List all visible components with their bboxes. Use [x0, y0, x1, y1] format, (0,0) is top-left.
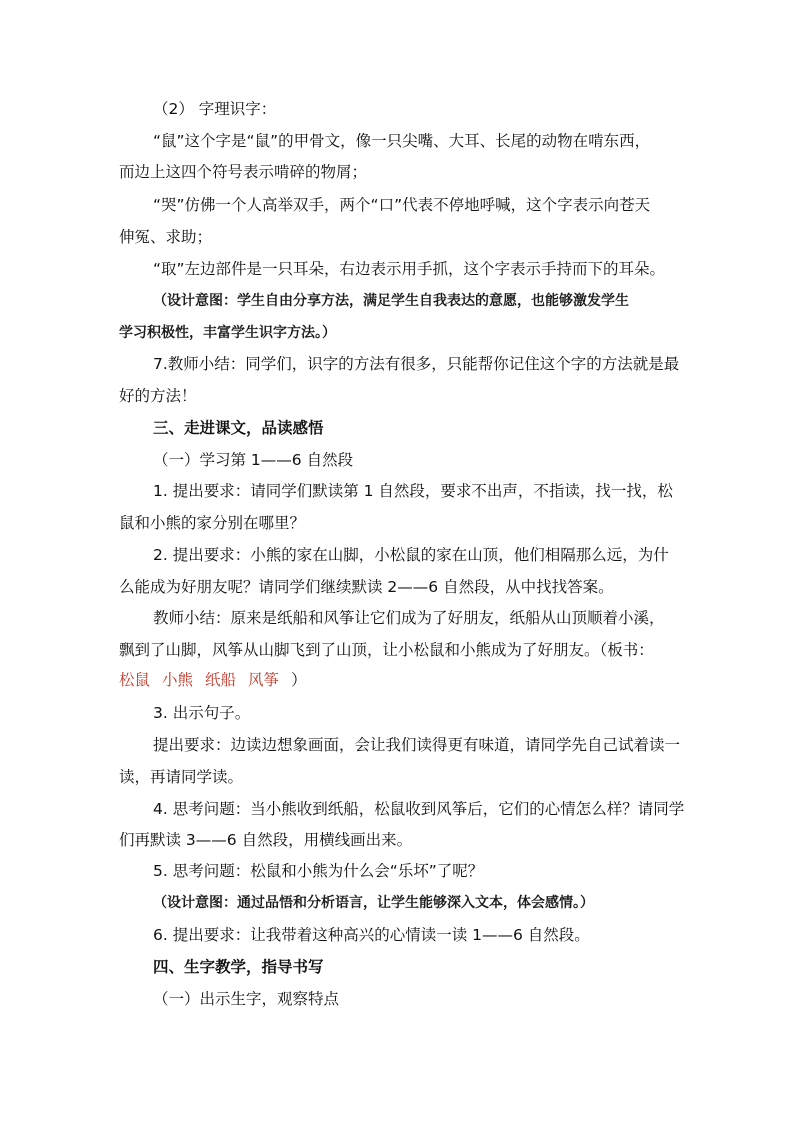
paragraph-line: 飘到了山脚，风筝从山脚飞到了山顶，让小松鼠和小熊成为了好朋友。（板书： [119, 641, 654, 659]
paragraph-line: 鼠和小熊的家分别在哪里？ [119, 514, 306, 532]
board-close-paren: ） [291, 671, 307, 689]
board-word: 小熊 [162, 671, 194, 689]
paragraph-line: 7.教师小结：同学们，识字的方法有很多，只能帮你记住这个字的方法就是最 [153, 355, 680, 373]
paragraph-line: “哭”仿佛一个人高举双手，两个“口”代表不停地呼喊，这个字表示向苍天 [153, 196, 651, 214]
section-heading: 三、走进课文，品读感悟 [153, 419, 324, 437]
paragraph-line: 读，再请同学读。 [119, 768, 244, 786]
board-word: 风筝 [248, 671, 280, 689]
paragraph-line: 2. 提出要求：小熊的家在山脚，小松鼠的家在山顶，他们相隔那么远，为什 [153, 546, 669, 564]
paragraph-line: 1. 提出要求：请同学们默读第 1 自然段，要求不出声，不指读，找一找，松 [153, 482, 673, 500]
subsection-label: （一）学习第 1——6 自然段 [153, 451, 354, 469]
board-words [119, 670, 319, 690]
subsection-label: （2） 字理识字： [153, 100, 277, 118]
paragraph-line: 么能成为好朋友呢？请同学们继续默读 2——6 自然段，从中找找答案。 [119, 578, 614, 596]
paragraph-line: 伸冤、求助； [119, 228, 213, 246]
subsection-label: （一）出示生字，观察特点 [153, 990, 340, 1008]
paragraph-line: 好的方法！ [119, 387, 197, 405]
paragraph-line: 5. 思考问题：松鼠和小熊为什么会“乐坏”了呢？ [153, 862, 484, 880]
design-intent-note: （设计意图：通过品悟和分析语言，让学生能够深入文本，体会感情。） [153, 895, 594, 911]
paragraph-line: 而边上这四个符号表示啃碎的物屑； [119, 163, 368, 181]
paragraph-line: “鼠”这个字是“鼠”的甲骨文，像一只尖嘴、大耳、长尾的动物在啃东西， [153, 132, 651, 150]
board-word: 松鼠 [119, 671, 151, 689]
paragraph-line: 教师小结：原来是纸船和风筝让它们成为了好朋友，纸船从山顶顺着小溪， [153, 609, 665, 627]
paragraph-line: 6. 提出要求：让我带着这种高兴的心情读一读 1——6 自然段。 [153, 926, 590, 944]
paragraph-line: 提出要求：边读边想象画面，会让我们读得更有味道，请同学先自己试着读一 [153, 736, 681, 754]
paragraph-line: 4. 思考问题：当小熊收到纸船，松鼠收到风筝后，它们的心情怎么样？请同学 [153, 800, 685, 818]
board-word: 纸船 [205, 671, 237, 689]
design-intent-note: 学习积极性，丰富学生识字方法。） [119, 325, 336, 341]
paragraph-line: 3. 出示句子。 [153, 704, 251, 722]
paragraph-line: 们再默读 3——6 自然段，用横线画出来。 [119, 831, 413, 849]
section-heading: 四、生字教学，指导书写 [153, 958, 324, 976]
design-intent-note: （设计意图：学生自由分享方法，满足学生自我表达的意愿，也能够激发学生 [153, 293, 629, 309]
paragraph-line: “取”左边部件是一只耳朵，右边表示用手抓，这个字表示手持而下的耳朵。 [153, 260, 666, 278]
